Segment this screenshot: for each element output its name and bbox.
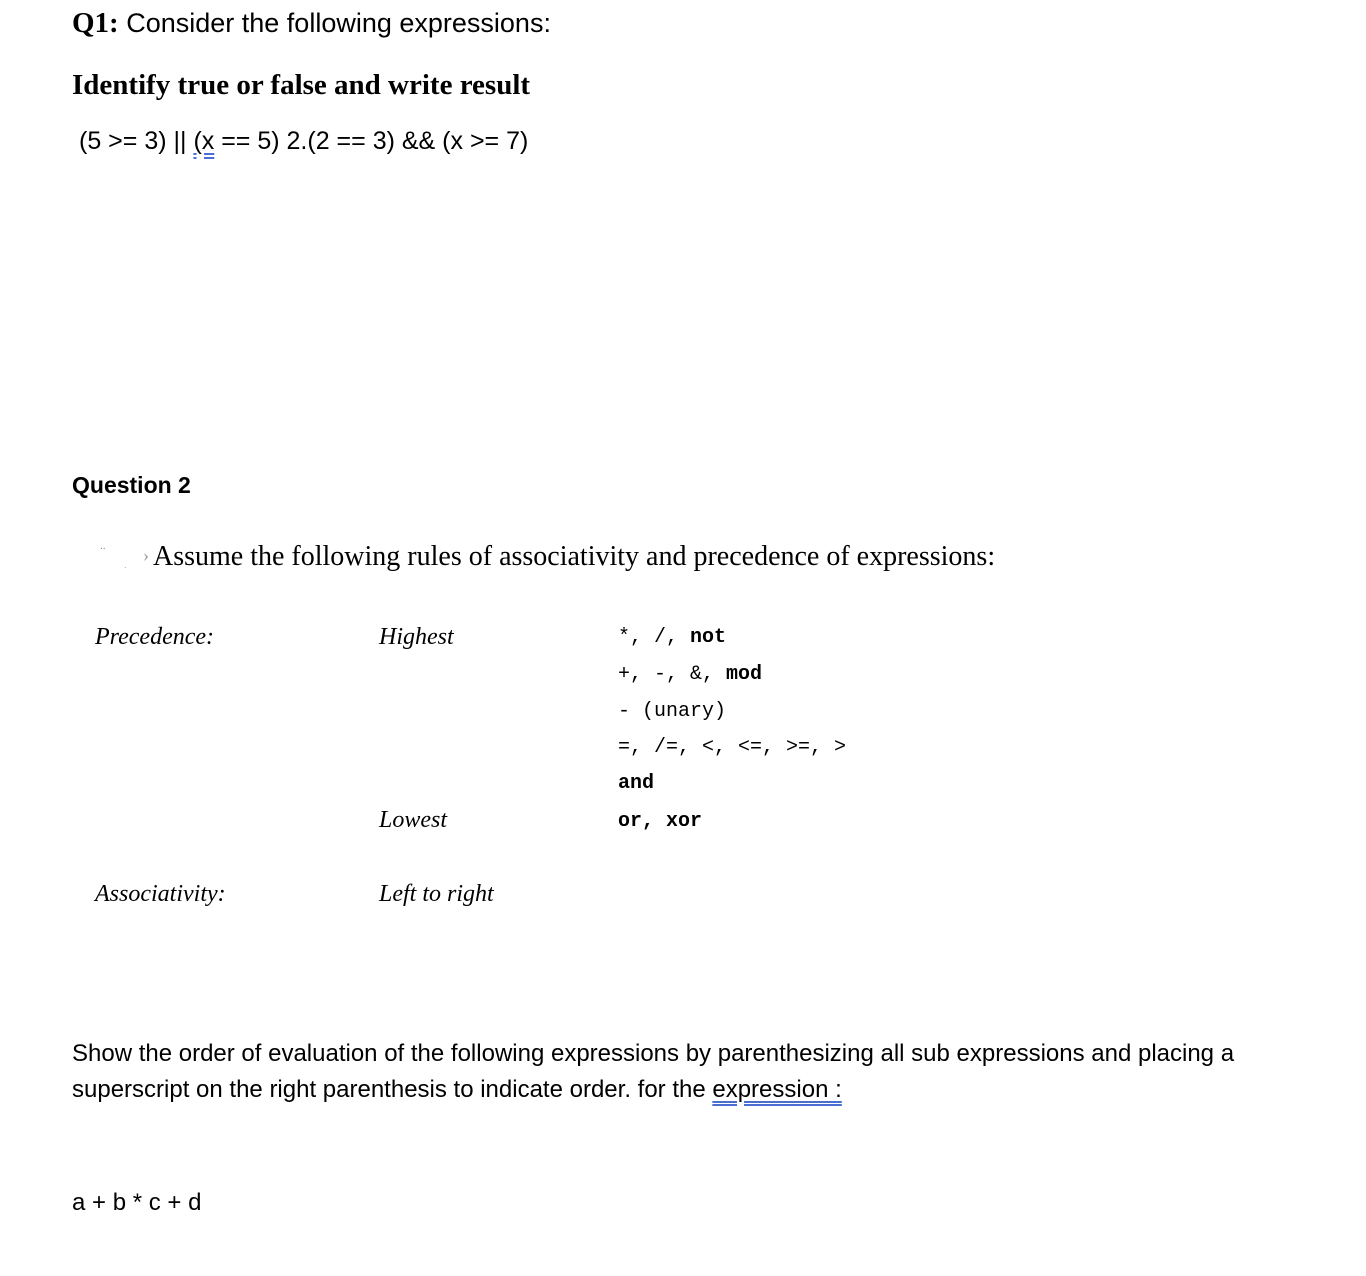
q1-label: Q1: [72, 7, 119, 39]
precedence-level-5-keyword: and [618, 772, 655, 795]
list-marker-icon: › [143, 545, 149, 565]
q2-heading: Question 2 [72, 472, 191, 498]
associativity-value: Left to right [379, 881, 494, 907]
precedence-level-5 [618, 769, 654, 799]
precedence-highest-label: Highest [379, 624, 454, 650]
precedence-level-6-keyword: or, xor [618, 810, 703, 833]
precedence-level-2 [618, 660, 762, 690]
precedence-level-2-ops: +, -, &, [618, 663, 727, 686]
q1-expression-part1: (5 >= 3) || [79, 127, 194, 155]
q1-expression-underlined: (x [193, 127, 215, 155]
tiny-marks: .. [100, 541, 106, 552]
q2-intro-text: Assume the following rules of associativity and precedence of expressions: [153, 541, 996, 572]
precedence-level-4 [618, 733, 846, 763]
q2-task-link: expression : [712, 1076, 842, 1103]
precedence-label: Precedence: [95, 624, 215, 650]
precedence-level-1-keyword: not [690, 626, 727, 649]
q1-prompt [72, 4, 551, 42]
q2-intro [143, 536, 995, 576]
precedence-level-1 [618, 623, 726, 653]
precedence-level-2-keyword: mod [726, 663, 763, 686]
q1-expression-part2: == 5) 2.(2 == 3) && (x >= 7) [214, 127, 529, 155]
precedence-level-1-ops: *, /, [618, 626, 691, 649]
q2-target-expression: a + b * c + d [72, 1189, 202, 1216]
precedence-level-3-ops: - (unary) [618, 700, 727, 723]
precedence-lowest-label: Lowest [379, 807, 448, 833]
q1-prompt-text: Consider the following expressions: [118, 8, 551, 38]
associativity-label: Associativity: [95, 881, 226, 907]
q2-task [72, 1036, 1322, 1108]
precedence-level-4-ops: =, /=, <, <=, >=, > [618, 736, 847, 759]
tiny-mark: . [124, 560, 127, 570]
precedence-level-3 [618, 697, 726, 727]
precedence-level-6 [618, 807, 702, 837]
q1-instruction: Identify true or false and write result [72, 69, 531, 101]
q1-expression [79, 122, 528, 160]
q2-task-text: Show the order of evaluation of the following expressions by parenthesizing all sub expressions and placing a superscript on the right parenthesis to indicate order. for the [72, 1040, 1235, 1103]
